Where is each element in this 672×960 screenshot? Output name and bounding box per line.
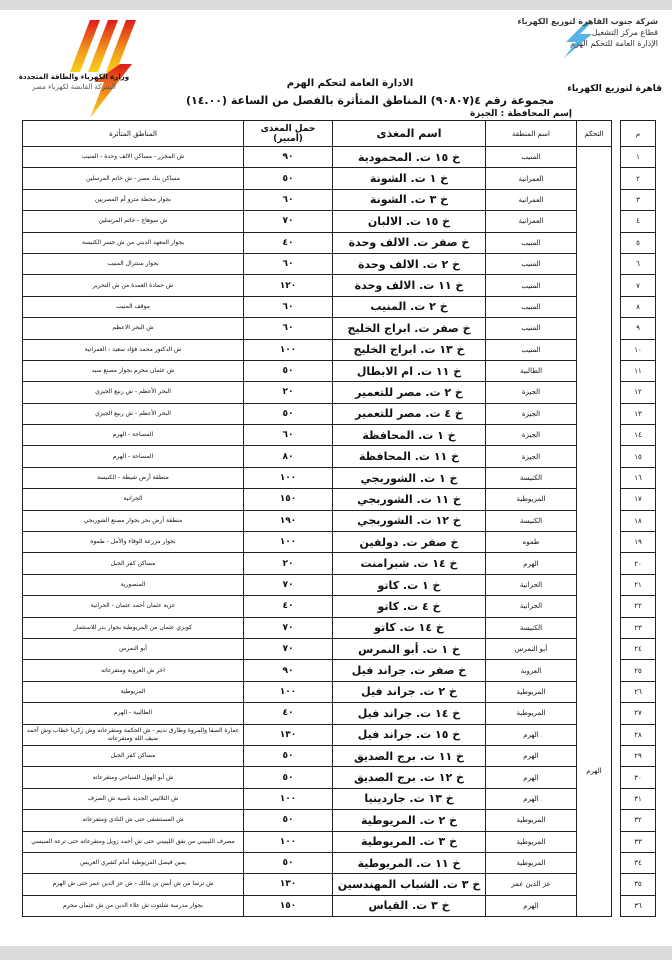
column-divider bbox=[612, 810, 621, 831]
column-divider bbox=[612, 403, 621, 424]
table-row bbox=[23, 339, 656, 360]
affected-areas: الطالبية - الهرم bbox=[23, 703, 244, 724]
row-number: ٣٥ bbox=[621, 874, 656, 895]
column-divider bbox=[612, 788, 621, 809]
row-number: ٢٩ bbox=[621, 745, 656, 766]
feeder-name: خ ٢ ت. المريوطية bbox=[333, 810, 486, 831]
area-name: الهرم bbox=[486, 745, 577, 766]
affected-areas: ش المستشفى حتى ش النادي ومتفرعاته bbox=[23, 810, 244, 831]
feeder-load: ١٣٠ bbox=[244, 874, 333, 895]
feeder-name: خ ١٥ ت. المحمودية bbox=[333, 147, 486, 168]
affected-areas-table bbox=[22, 120, 656, 917]
feeder-load: ١٥٠ bbox=[244, 489, 333, 510]
affected-areas: مساكن بنك مصر - ش خاتم المرسلين bbox=[23, 168, 244, 189]
column-divider bbox=[612, 232, 621, 253]
area-name: الجيزة bbox=[486, 425, 577, 446]
column-divider bbox=[612, 638, 621, 659]
row-number: ٧ bbox=[621, 275, 656, 296]
row-number: ١٢ bbox=[621, 382, 656, 403]
table-row bbox=[23, 810, 656, 831]
row-number: ٢١ bbox=[621, 574, 656, 595]
area-name: الحرانية bbox=[486, 596, 577, 617]
feeder-load: ٢٠ bbox=[244, 382, 333, 403]
logo-right-line: شركة جنوب القاهرة لتوزيع الكهرباء bbox=[517, 17, 658, 26]
table-row bbox=[23, 724, 656, 745]
table-row bbox=[23, 788, 656, 809]
area-name: الجيزة bbox=[486, 446, 577, 467]
table-row bbox=[23, 510, 656, 531]
feeder-name: خ ٤ ت. مصر للتعمير bbox=[333, 403, 486, 424]
table-row bbox=[23, 382, 656, 403]
feeder-load: ٧٠ bbox=[244, 574, 333, 595]
feeder-load: ٦٠ bbox=[244, 253, 333, 274]
feeder-load: ٦٠ bbox=[244, 425, 333, 446]
feeder-name: خ ٣ ت. الشباب المهندسين bbox=[333, 874, 486, 895]
affected-areas: البحر الأعظم - ش ربيع الجيزي bbox=[23, 382, 244, 403]
column-divider bbox=[612, 296, 621, 317]
area-name: العمرانية bbox=[486, 211, 577, 232]
row-number: ٦ bbox=[621, 253, 656, 274]
feeder-load: ٦٠ bbox=[244, 189, 333, 210]
column-divider bbox=[612, 510, 621, 531]
area-name: المنيب bbox=[486, 147, 577, 168]
feeder-name: خ ١ ت. الشونة bbox=[333, 168, 486, 189]
feeder-name: خ ٢ ت. الالف وحدة bbox=[333, 253, 486, 274]
affected-areas: موقف المنيب bbox=[23, 296, 244, 317]
area-name: أبو النمرس bbox=[486, 638, 577, 659]
row-number: ٢٧ bbox=[621, 703, 656, 724]
row-number: ٨ bbox=[621, 296, 656, 317]
row-number: ١٧ bbox=[621, 489, 656, 510]
column-divider bbox=[612, 253, 621, 274]
affected-areas: منطقة أرض شيطة - الكنيسة bbox=[23, 467, 244, 488]
row-number: ٣ bbox=[621, 189, 656, 210]
area-name: الجيزة bbox=[486, 382, 577, 403]
column-divider bbox=[612, 360, 621, 381]
feeder-name: خ ١٥ ت. الالبان bbox=[333, 211, 486, 232]
header-num: م bbox=[621, 121, 656, 147]
column-divider bbox=[612, 681, 621, 702]
area-name: المنيب bbox=[486, 232, 577, 253]
row-number: ٢٣ bbox=[621, 617, 656, 638]
table-header-row bbox=[23, 121, 656, 147]
feeder-load: ١٠٠ bbox=[244, 681, 333, 702]
row-number: ٣٦ bbox=[621, 895, 656, 916]
feeder-load: ٥٠ bbox=[244, 767, 333, 788]
column-divider bbox=[612, 724, 621, 745]
feeder-name: خ ٣ ت. الشونة bbox=[333, 189, 486, 210]
area-name: الهرم bbox=[486, 724, 577, 745]
affected-areas: المنصورية bbox=[23, 574, 244, 595]
affected-areas: بجوار المعهد الديني من ش جسر الكنيسة bbox=[23, 232, 244, 253]
logo-right-line: قطاع مركز التشغيل bbox=[591, 28, 658, 37]
area-name: العمرانية bbox=[486, 189, 577, 210]
column-divider bbox=[612, 767, 621, 788]
feeder-load: ٥٠ bbox=[244, 745, 333, 766]
affected-areas: بجوار محطة مترو أم المصريين bbox=[23, 189, 244, 210]
column-divider bbox=[612, 874, 621, 895]
feeder-load: ٥٠ bbox=[244, 168, 333, 189]
column-divider bbox=[612, 446, 621, 467]
column-divider bbox=[612, 467, 621, 488]
feeder-load: ١٥٠ bbox=[244, 895, 333, 916]
row-number: ٣٣ bbox=[621, 831, 656, 852]
table-row bbox=[23, 425, 656, 446]
table-body bbox=[23, 147, 656, 917]
column-divider bbox=[612, 532, 621, 553]
table-row bbox=[23, 275, 656, 296]
table-row bbox=[23, 232, 656, 253]
row-number: ٤ bbox=[621, 211, 656, 232]
column-divider bbox=[612, 189, 621, 210]
ministry-logo bbox=[14, 12, 154, 124]
feeder-name: خ ١٥ ت. جراند فيل bbox=[333, 724, 486, 745]
column-divider bbox=[612, 617, 621, 638]
table-row bbox=[23, 211, 656, 232]
affected-areas: المساحة - الهرم bbox=[23, 446, 244, 467]
logo-left-line: الشركة القابضة لكهرباء مصر bbox=[32, 83, 116, 91]
area-name: الكنيسة bbox=[486, 617, 577, 638]
affected-areas: ش ترسا من ش أنس بن مالك - ش عز الدين عمر حتى ش الهرم bbox=[23, 874, 244, 895]
table-row bbox=[23, 660, 656, 681]
table-row bbox=[23, 574, 656, 595]
affected-areas: مصرف الليبيني من نفق الليبيني حتى ش أحمد زويل ومتفرعاته حتى ترعة السيسي bbox=[23, 831, 244, 852]
feeder-load: ١٠٠ bbox=[244, 467, 333, 488]
affected-areas: البحر الأعظم - ش ربيع الجيزي bbox=[23, 403, 244, 424]
logo-right-line: الإدارة العامة للتحكم الهرم bbox=[570, 39, 658, 48]
feeder-name: خ ١ ت. الشوربجي bbox=[333, 467, 486, 488]
column-divider bbox=[612, 211, 621, 232]
table-row bbox=[23, 767, 656, 788]
column-divider bbox=[612, 275, 621, 296]
feeder-load: ٦٠ bbox=[244, 318, 333, 339]
affected-areas: مساكن كفر الجبل bbox=[23, 745, 244, 766]
row-number: ١٠ bbox=[621, 339, 656, 360]
area-name: العمرانية bbox=[486, 168, 577, 189]
control-center: الهرم bbox=[577, 147, 612, 917]
feeder-load: ١٠٠ bbox=[244, 831, 333, 852]
table-row bbox=[23, 617, 656, 638]
group-title: مجموعة رقم ٤(٩٠٨٠٧) المناطق المتأثرة بالفصل من الساعة (١٤.٠٠) bbox=[185, 94, 555, 107]
table-row bbox=[23, 147, 656, 168]
feeder-name: خ ١٤ ت. شبرامنت bbox=[333, 553, 486, 574]
area-name: طموه bbox=[486, 532, 577, 553]
area-name: المنيب bbox=[486, 339, 577, 360]
feeder-name: خ ١١ ت. برج الصديق bbox=[333, 745, 486, 766]
column-divider bbox=[612, 147, 621, 168]
affected-areas: بجوار مزرعة الوفاء والأمل - طموه bbox=[23, 532, 244, 553]
row-number: ١٥ bbox=[621, 446, 656, 467]
feeder-name: خ ٣ ت. المريوطية bbox=[333, 831, 486, 852]
column-divider bbox=[612, 339, 621, 360]
header-affected: المناطق المتأثرة bbox=[23, 121, 244, 147]
column-divider bbox=[612, 660, 621, 681]
feeder-name: خ ١ ت. كاتو bbox=[333, 574, 486, 595]
feeder-name: خ ١١ ت. ام الابطال bbox=[333, 360, 486, 381]
column-divider bbox=[612, 489, 621, 510]
header-control: التحكم bbox=[577, 121, 612, 147]
feeder-name: خ ١٤ ت. جراند فيل bbox=[333, 703, 486, 724]
column-divider bbox=[612, 574, 621, 595]
row-number: ١٨ bbox=[621, 510, 656, 531]
feeder-name: خ ١ ت. أبو النمرس bbox=[333, 638, 486, 659]
row-number: ٢٤ bbox=[621, 638, 656, 659]
feeder-name: خ ١١ ت. الشوربجي bbox=[333, 489, 486, 510]
table-row bbox=[23, 532, 656, 553]
table-row bbox=[23, 745, 656, 766]
feeder-name: خ صفر ت. دولفين bbox=[333, 532, 486, 553]
table-row bbox=[23, 446, 656, 467]
affected-areas: ش عثمان محرم بجوار مصنع سيد bbox=[23, 360, 244, 381]
area-name: المريوطية bbox=[486, 852, 577, 873]
feeder-load: ١٢٠ bbox=[244, 275, 333, 296]
feeder-name: خ صفر ت. الالف وحدة bbox=[333, 232, 486, 253]
feeder-load: ٢٠ bbox=[244, 553, 333, 574]
feeder-name: خ ١١ ت. المريوطية bbox=[333, 852, 486, 873]
table-row bbox=[23, 681, 656, 702]
row-number: ٢٨ bbox=[621, 724, 656, 745]
feeder-name: خ ١٢ ت. برج الصديق bbox=[333, 767, 486, 788]
area-name: المنيب bbox=[486, 275, 577, 296]
affected-areas: منطقة أرض بحر بجوار مصنع الشوربجي bbox=[23, 510, 244, 531]
header-feeder: اسم المغذى bbox=[333, 121, 486, 147]
logo-left-line: وزارة الكهرباء والطاقة المتجددة bbox=[18, 73, 130, 81]
table-row bbox=[23, 831, 656, 852]
feeder-name: خ ١٣ ت. جاردينيا bbox=[333, 788, 486, 809]
table-row bbox=[23, 489, 656, 510]
feeder-load: ٤٠ bbox=[244, 232, 333, 253]
feeder-name: خ صفر ت. ابراج الخليج bbox=[333, 318, 486, 339]
feeder-load: ١٠٠ bbox=[244, 788, 333, 809]
column-divider bbox=[612, 895, 621, 916]
header-area: اسم المنطقة bbox=[486, 121, 577, 147]
row-number: ٣١ bbox=[621, 788, 656, 809]
feeder-load: ٧٠ bbox=[244, 617, 333, 638]
area-name: عز الدين عمر bbox=[486, 874, 577, 895]
table-row bbox=[23, 189, 656, 210]
feeder-load: ٥٠ bbox=[244, 810, 333, 831]
area-name: الهرم bbox=[486, 788, 577, 809]
feeder-name: خ ٢ ت. مصر للتعمير bbox=[333, 382, 486, 403]
affected-areas: المريوطية bbox=[23, 681, 244, 702]
column-divider bbox=[612, 831, 621, 852]
feeder-load: ٤٠ bbox=[244, 703, 333, 724]
row-number: ٢ bbox=[621, 168, 656, 189]
feeder-name: خ ١٣ ت. ابراج الخليج bbox=[333, 339, 486, 360]
area-name: الهرم bbox=[486, 767, 577, 788]
area-name: الكنيسة bbox=[486, 510, 577, 531]
affected-areas: ش الدكتور محمد فؤاد سعيد - العمرانية bbox=[23, 339, 244, 360]
row-number: ٢٢ bbox=[621, 596, 656, 617]
affected-areas: ش الثلاثيني الجديد ناصية ش الصرف bbox=[23, 788, 244, 809]
affected-areas: ش أبو الهول السياحي ومتفرعاته bbox=[23, 767, 244, 788]
area-name: المنيب bbox=[486, 296, 577, 317]
feeder-load: ٥٠ bbox=[244, 852, 333, 873]
feeder-name: خ ٢ ت. جراند فيل bbox=[333, 681, 486, 702]
table-row bbox=[23, 467, 656, 488]
feeder-name: خ ١ ت. المحافظة bbox=[333, 425, 486, 446]
affected-areas: ش المجزر - مساكن الالف وحدة - المنيب bbox=[23, 147, 244, 168]
column-divider bbox=[612, 852, 621, 873]
area-name: المريوطية bbox=[486, 681, 577, 702]
row-number: ٢٥ bbox=[621, 660, 656, 681]
affected-areas: اخر ش العروبة ومتفرعاته bbox=[23, 660, 244, 681]
row-number: ٢٦ bbox=[621, 681, 656, 702]
row-number: ٥ bbox=[621, 232, 656, 253]
feeder-load: ٩٠ bbox=[244, 147, 333, 168]
feeder-name: خ صفر ت. جراند فيل bbox=[333, 660, 486, 681]
feeder-load: ٤٠ bbox=[244, 596, 333, 617]
area-name: العروبة bbox=[486, 660, 577, 681]
affected-areas: ش حمادة العمدة من ش التحرير bbox=[23, 275, 244, 296]
row-number: ١٩ bbox=[621, 532, 656, 553]
row-number: ١٦ bbox=[621, 467, 656, 488]
column-divider bbox=[612, 382, 621, 403]
department-title: الادارة العامة لتحكم الهرم bbox=[286, 78, 414, 89]
table-row bbox=[23, 168, 656, 189]
logo-left-text bbox=[14, 72, 134, 92]
affected-areas: المساحة - الهرم bbox=[23, 425, 244, 446]
affected-areas: عزبة عثمان أحمد عثمان - الحرانية bbox=[23, 596, 244, 617]
feeder-name: خ ٤ ت. كاتو bbox=[333, 596, 486, 617]
table-row bbox=[23, 296, 656, 317]
area-name: الكنيسة bbox=[486, 467, 577, 488]
affected-areas: ش سوهاج - خاتم المرسلين bbox=[23, 211, 244, 232]
feeder-name: خ ١٢ ت. الشوربجي bbox=[333, 510, 486, 531]
column-divider bbox=[612, 425, 621, 446]
area-name: المريوطية bbox=[486, 810, 577, 831]
area-name: المريوطية bbox=[486, 703, 577, 724]
feeder-load: ١٠٠ bbox=[244, 532, 333, 553]
feeder-name: خ ٢ ت. المنيب bbox=[333, 296, 486, 317]
table-row bbox=[23, 874, 656, 895]
column-divider bbox=[612, 703, 621, 724]
affected-areas: عمارة الصفا والمروة وطارق نديم - ش الحكمة ومتفرعاته وش زكريا خطاب وش أحمد ضيف الله ومتفرعاته bbox=[23, 724, 244, 745]
table-row bbox=[23, 403, 656, 424]
table-row bbox=[23, 895, 656, 916]
area-name: المنيب bbox=[486, 318, 577, 339]
feeder-load: ١٣٠ bbox=[244, 724, 333, 745]
affected-areas: بجوار مدرسة شلتوت ش علاء الدين من ش عثمان محرم bbox=[23, 895, 244, 916]
area-name: الهرم bbox=[486, 895, 577, 916]
area-name: المريوطية bbox=[486, 831, 577, 852]
affected-areas: كوبري عثمان من المريوطية بجوار بدر للاستثمار bbox=[23, 617, 244, 638]
column-divider bbox=[612, 318, 621, 339]
column-divider bbox=[612, 553, 621, 574]
column-divider bbox=[612, 168, 621, 189]
column-divider bbox=[612, 121, 621, 147]
feeder-name: خ ١١ ت. المحافظة bbox=[333, 446, 486, 467]
row-number: ٩ bbox=[621, 318, 656, 339]
row-number: ٣٢ bbox=[621, 810, 656, 831]
south-cairo-electricity-logo bbox=[517, 16, 658, 72]
feeder-name: خ ٣ ت. القياس bbox=[333, 895, 486, 916]
affected-areas: ش البحر الاعظم bbox=[23, 318, 244, 339]
table-row bbox=[23, 553, 656, 574]
column-divider bbox=[612, 745, 621, 766]
area-name: المريوطية bbox=[486, 489, 577, 510]
affected-areas: أبو النمرس bbox=[23, 638, 244, 659]
feeder-load: ٦٠ bbox=[244, 296, 333, 317]
affected-areas: يمين فيصل المريوطية أمام كشري العريس bbox=[23, 852, 244, 873]
feeder-name: خ ١٤ ت. كاتو bbox=[333, 617, 486, 638]
table-row bbox=[23, 596, 656, 617]
top-border bbox=[0, 0, 672, 10]
feeder-load: ٩٠ bbox=[244, 660, 333, 681]
row-number: ١ bbox=[621, 147, 656, 168]
affected-areas: بجوار سنترال المنيب bbox=[23, 253, 244, 274]
bottom-border bbox=[0, 946, 672, 960]
company-name: قاهرة لتوزيع الكهرباء bbox=[567, 84, 662, 94]
lightning-logo-icon bbox=[20, 12, 150, 122]
table-row bbox=[23, 318, 656, 339]
header-load: حمل المغذى (أمبير) bbox=[244, 121, 333, 147]
feeder-load: ٥٠ bbox=[244, 360, 333, 381]
feeder-load: ١٩٠ bbox=[244, 510, 333, 531]
feeder-name: خ ١١ ت. الالف وحدة bbox=[333, 275, 486, 296]
area-name: الحرانية bbox=[486, 574, 577, 595]
feeder-load: ٧٠ bbox=[244, 211, 333, 232]
feeder-load: ٥٠ bbox=[244, 403, 333, 424]
governorate-label: إسم المحافظة : الجيزة bbox=[469, 109, 572, 119]
column-divider bbox=[612, 596, 621, 617]
feeder-load: ١٠٠ bbox=[244, 339, 333, 360]
table-row bbox=[23, 638, 656, 659]
feeder-load: ٧٠ bbox=[244, 638, 333, 659]
row-number: ٣٠ bbox=[621, 767, 656, 788]
area-name: الطالبية bbox=[486, 360, 577, 381]
row-number: ١٤ bbox=[621, 425, 656, 446]
table-row bbox=[23, 360, 656, 381]
row-number: ٢٠ bbox=[621, 553, 656, 574]
area-name: الهرم bbox=[486, 553, 577, 574]
affected-areas: الحرانية bbox=[23, 489, 244, 510]
row-number: ١١ bbox=[621, 360, 656, 381]
area-name: الجيزة bbox=[486, 403, 577, 424]
table-row bbox=[23, 703, 656, 724]
feeder-load: ٨٠ bbox=[244, 446, 333, 467]
affected-areas: مساكن كفر الجبل bbox=[23, 553, 244, 574]
row-number: ٣٤ bbox=[621, 852, 656, 873]
table-row bbox=[23, 852, 656, 873]
area-name: المنيب bbox=[486, 253, 577, 274]
row-number: ١٣ bbox=[621, 403, 656, 424]
table-row bbox=[23, 253, 656, 274]
